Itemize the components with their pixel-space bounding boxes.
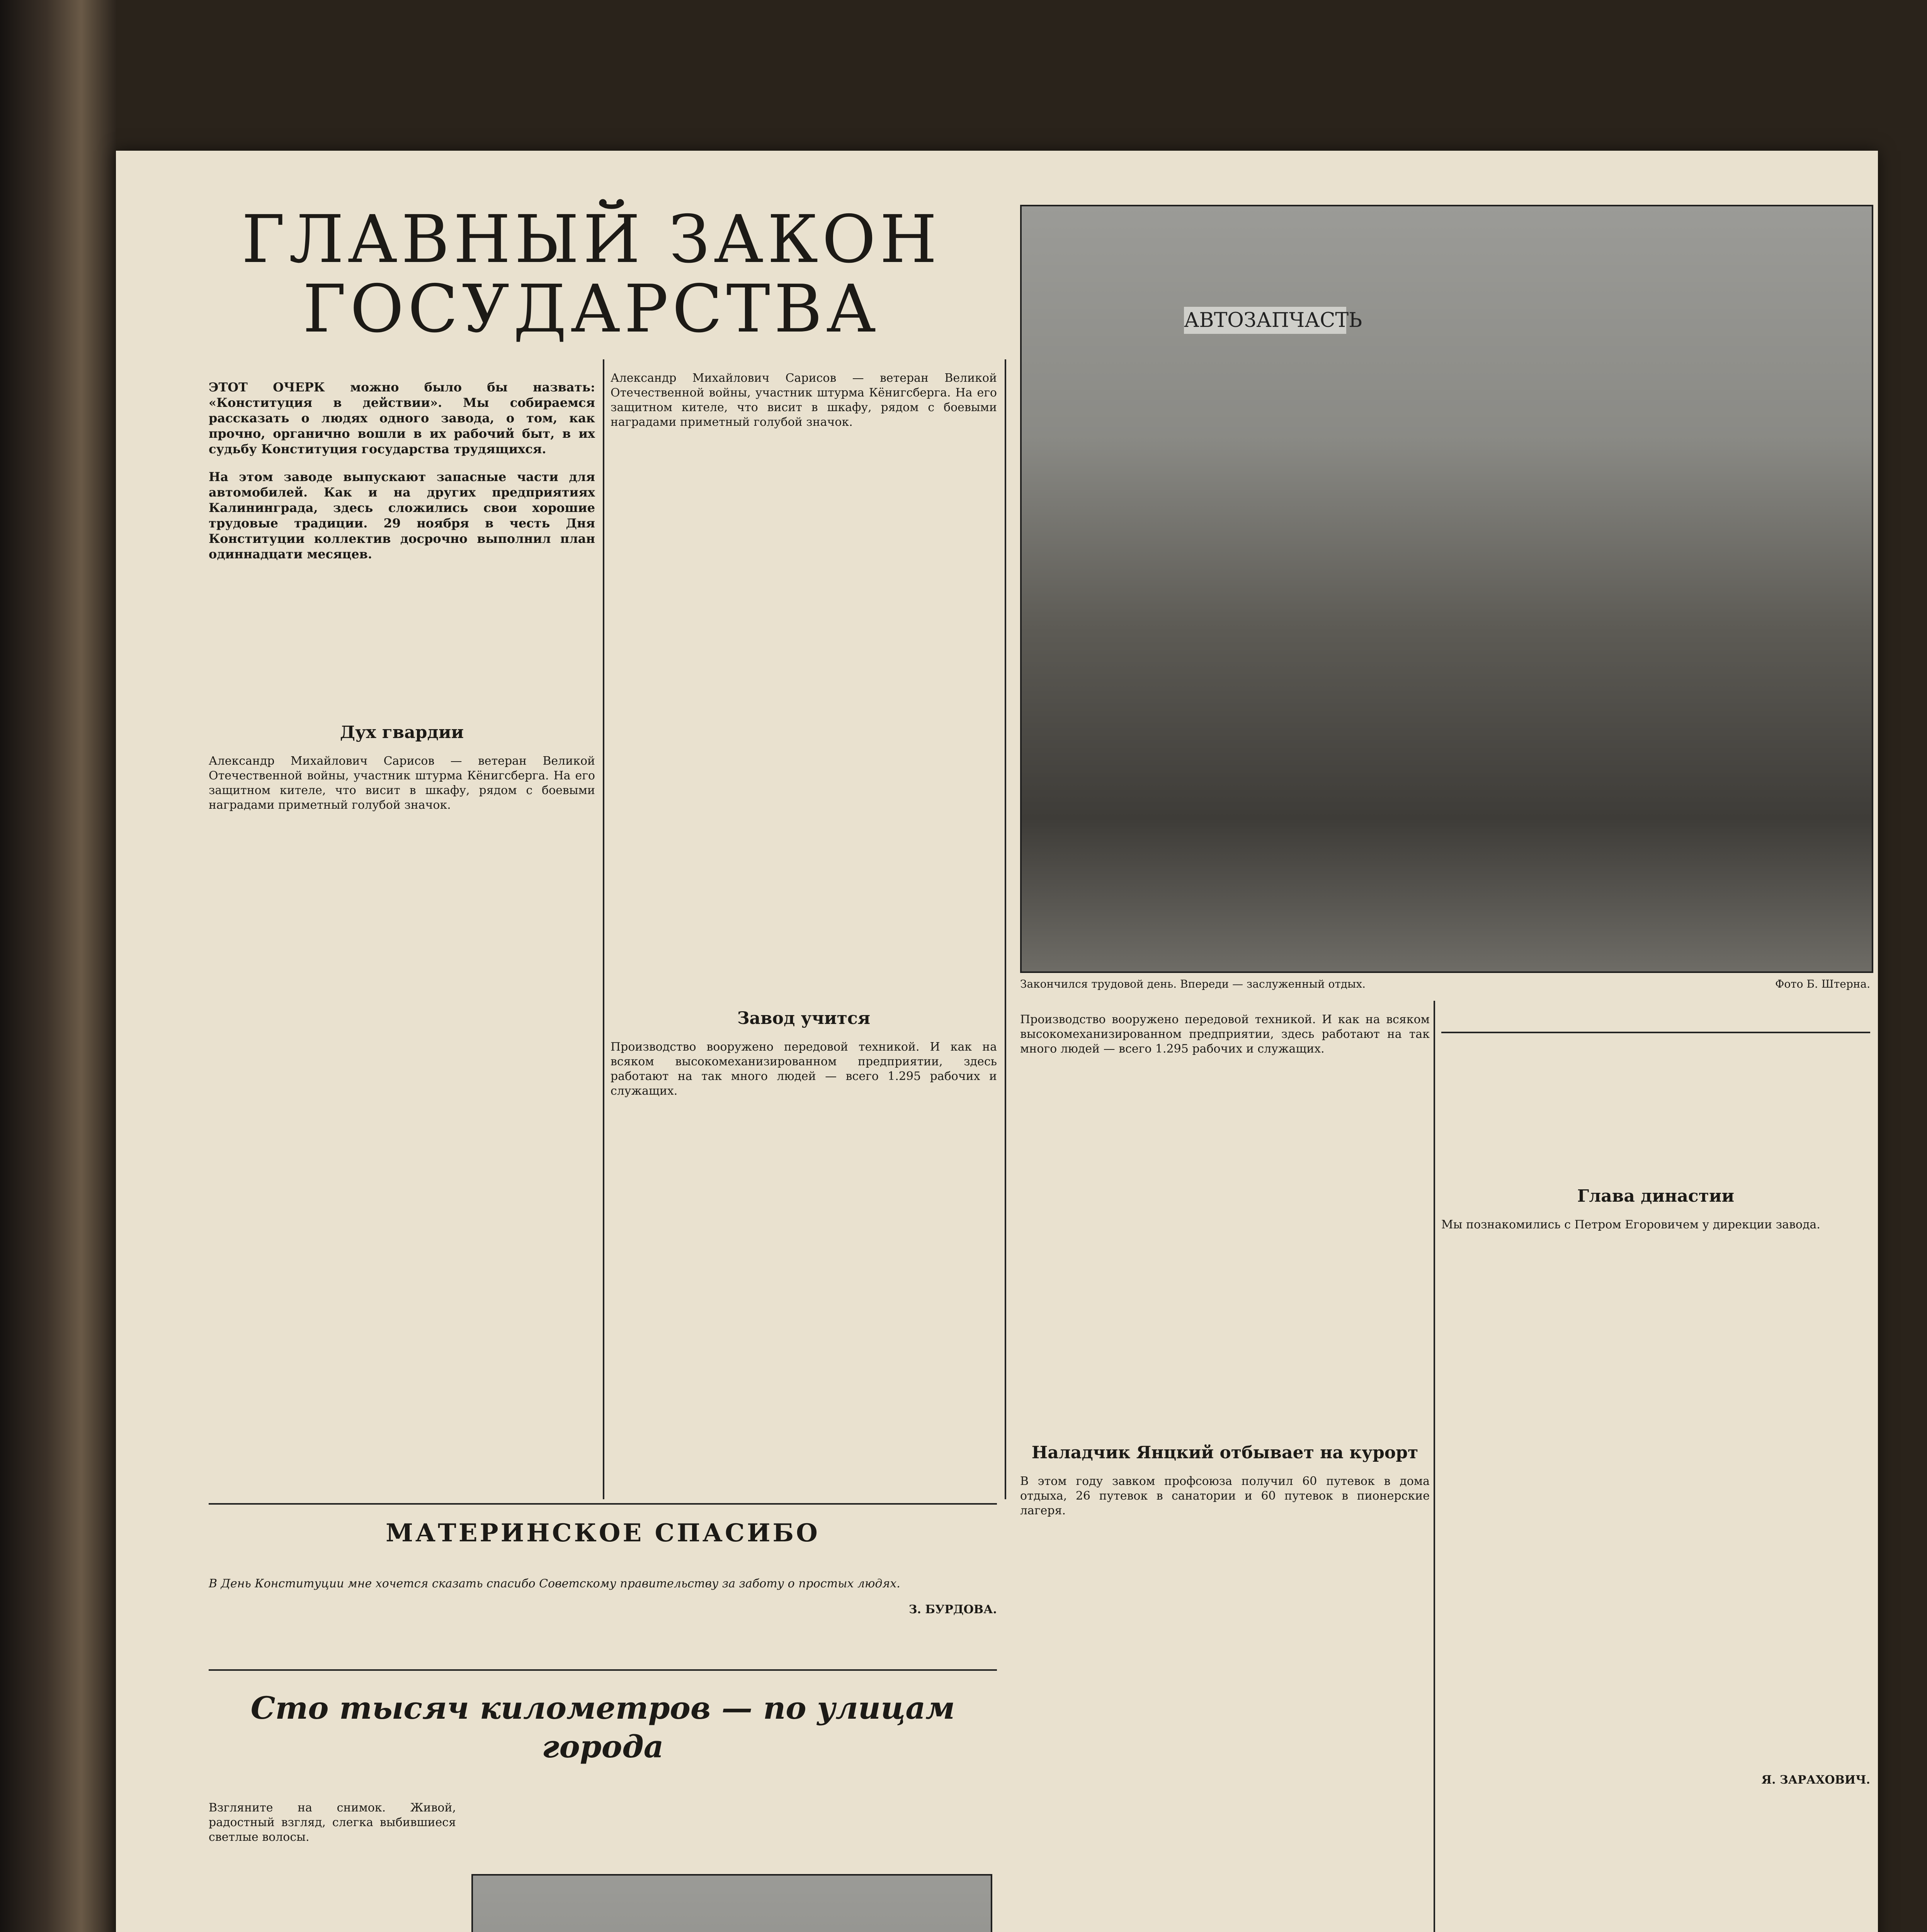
- mother-text: В День Конституции мне хочется сказать спасибо Советскому правительству за заботу о простых людях.: [209, 1577, 900, 1590]
- photo-caption: Закончился трудовой день. Впереди — заслуженный отдых.: [1020, 978, 1366, 990]
- column-divider: [1005, 359, 1006, 1499]
- section-text-study: Производство вооружено передовой техникой. И как на всяком высокомеханизированном предприятии, здесь работают на так много людей — всего 1.295 рабочих и служащих.: [611, 1040, 997, 1098]
- article-column-3: [611, 1001, 997, 1495]
- article-column-2: [611, 359, 997, 970]
- article-column-1: [209, 715, 595, 1495]
- page-title: ГЛАВНЫЙ ЗАКОН ГОСУДАРСТВА: [242, 201, 941, 347]
- tram-text: Взгляните на снимок. Живой, радостный взгляд, слегка выбившиеся светлые волосы.: [209, 1801, 456, 1844]
- mother-author: З. БУРДОВА.: [908, 1603, 997, 1616]
- mother-title: МАТЕРИНСКОЕ СПАСИБО: [386, 1519, 820, 1548]
- newspaper-page: [116, 151, 1878, 1932]
- section-text-study-continued: Производство вооружено передовой техникой. И как на всяком высокомеханизированном предприятии, здесь работают на так много людей — всего 1.295 рабочих и служащих.: [1020, 1013, 1430, 1056]
- photo-sign: АВТОЗАПЧАСТЬ: [1184, 307, 1346, 334]
- section-divider: [209, 1503, 997, 1505]
- tram-title: Сто тысяч километров — по улицам города: [250, 1690, 955, 1765]
- photo-credit: Фото Б. Штерна.: [1775, 978, 1870, 990]
- section-text-guard-continued: Александр Михайлович Сарисов — ветеран Великой Отечественной войны, участник штурма Кёнигсберга. На его защитном кителе, что висит в шкафу, рядом с боевыми наградами приметный голубой значок.: [611, 371, 997, 429]
- section-heading-resort: Наладчик Янцкий отбывает на курорт: [1031, 1443, 1418, 1463]
- section-heading-study: Завод учится: [737, 1009, 871, 1028]
- article-column-4: [1020, 1001, 1430, 1932]
- section-text-guard: Александр Михайлович Сарисов — ветеран Великой Отечественной войны, участник штурма Кёнигсберга. На его защитном кителе, что висит в шкафу, рядом с боевыми наградами приметный голубой значок.: [209, 754, 595, 812]
- main-article-byline: Я. ЗАРАХОВИЧ.: [1761, 1773, 1870, 1787]
- tram-article-text: [209, 1789, 456, 1932]
- column-divider: [603, 359, 604, 1499]
- lead-text-continued: На этом заводе выпускают запасные части для автомобилей. Как и на других предприятиях Калининграда, здесь сложились свои хорошие трудовые традиции. 29 ноября в честь Дня Конституции коллектив досрочно выполнил план одиннадцати месяцев.: [209, 469, 595, 561]
- section-heading-guard: Дух гвардии: [340, 723, 464, 742]
- mother-article: [209, 1565, 997, 1658]
- section-divider: [1441, 1032, 1870, 1033]
- section-text-dynasty: Мы познакомились с Петром Егоровичем у дирекции завода.: [1441, 1218, 1820, 1231]
- lead-paragraph: [209, 367, 595, 715]
- book-binding: [0, 0, 116, 1932]
- tram-driver-photo: [471, 1874, 992, 1932]
- section-heading-dynasty: Глава династии: [1577, 1186, 1735, 1206]
- section-divider: [209, 1669, 997, 1671]
- section-text-resort: В этом году завком профсоюза получил 60 путевок в дома отдыха, 26 путевок в санатории и 60 путевок в пионерские лагеря.: [1020, 1475, 1430, 1517]
- article-column-5: [1441, 1001, 1870, 1932]
- lead-text: ЭТОТ ОЧЕРК можно было бы назвать: «Конституция в действии». Мы собираемся рассказать о людях одного завода, о том, как прочно, органично вошли в их рабочий быт, в их судьбу Конституция государства трудящихся.: [209, 380, 595, 456]
- column-divider: [1434, 1001, 1435, 1932]
- factory-photo: [1020, 205, 1873, 973]
